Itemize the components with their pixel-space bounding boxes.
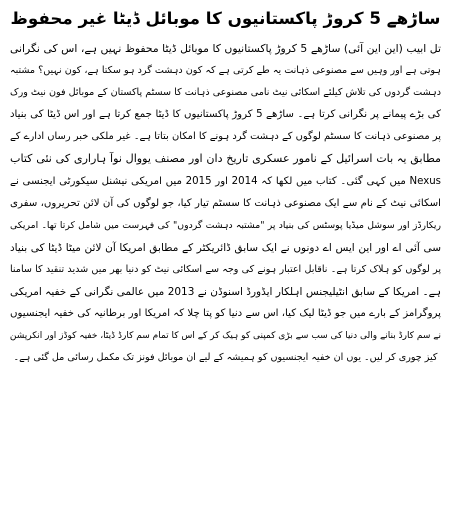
body-line: Nexus میں کہی گئی۔ کتاب میں لکھا کہ 2014 اور 2015 میں امریکی نیشنل سیکورٹی ایجنسی نے xyxy=(10,175,441,187)
body-line: پر لوگوں کو ہلاک کرتا ہے۔ ناقابل اعتبار ہونے کی وجہ سے اسکائی نیٹ کو دنیا بھر میں شدید تنقید کا سامنا xyxy=(10,263,441,275)
body-line: سی آئی اے اور این ایس اے دونوں نے ایک سابق ڈائریکٹر کے مطابق امریکا آن لائن میٹا ڈیٹا کی بنیاد xyxy=(10,241,441,254)
body-line: کیز چوری کر لیں۔ یوں ان خفیہ ایجنسیوں کو ہمیشہ کے لیے ان موبائل فونز تک مکمل رسائی مل گئی ہے۔ xyxy=(13,352,438,364)
body-line: نے سم کارڈ بنانے والی دنیا کی سب سے بڑی کمپنی کو ہیک کر کے اس کا تمام سم کارڈ ڈیٹا، خفیہ کوڈز اور انکرپشن xyxy=(10,331,441,342)
body-line: تل ابیب (این این آئی) ساڑھے 5 کروڑ پاکستانیوں کا موبائل ڈیٹا محفوظ نہیں ہے، اس کی نگرانی xyxy=(10,42,441,55)
article-headline: ساڑھے 5 کروڑ پاکستانیوں کا موبائل ڈیٹا غیر محفوظ xyxy=(10,8,441,28)
body-line: اسکائی نیٹ کے نام سے ایک مصنوعی ذہانت کا سسٹم تیار کیا، جو لوگوں کی آن لائن تحریروں، سفری xyxy=(10,197,441,209)
body-line: ہوتی ہے اور وہیں سے مصنوعی ذہانت یہ طے کرتی ہے کہ کون دہشت گرد ہو سکتا ہے، کون نہیں؟ مشتبہ xyxy=(10,65,441,77)
body-line: مطابق یہ بات اسرائیل کے نامور عسکری تاریخ دان اور مصنف یووال نوآ ہاراری کی نئی کتاب xyxy=(10,152,441,166)
body-line: پروگرامز کے بارے میں جو ڈیٹا لیک کیا، اس سے دنیا کو پتا چلا کہ امریکا اور برطانیہ کی خفیہ ایجنسیوں xyxy=(10,308,441,320)
body-line: دہشت گردوں کی تلاش کیلئے اسکائی نیٹ نامی مصنوعی ذہانت کا سسٹم پاکستان کے موبائل فون نیٹ ورک xyxy=(10,87,441,99)
body-line: ریکارڈز اور سوشل میڈیا پوسٹس کی بنیاد پر "مشتبہ دہشت گردوں" کی فہرست میں شامل کرتا تھا۔ امریکی xyxy=(10,219,441,231)
body-line: کی بڑے پیمانے پر نگرانی کرتا ہے۔ ساڑھے 5 کروڑ پاکستانیوں کا ڈیٹا جمع کرتا ہے اور اس ڈیٹا کی بنیاد xyxy=(10,109,441,121)
body-line: پر مصنوعی ذہانت کا سسٹم لوگوں کے دہشت گرد ہونے کا امکان بتاتا ہے۔ غیر ملکی خبر رساں ادارے کے xyxy=(10,131,441,143)
body-line: ہے۔ امریکا کے سابق انٹیلیجنس اہلکار ایڈورڈ اسنوڈن نے 2013 میں عالمی نگرانی کے خفیہ امریکی xyxy=(10,286,441,299)
article-body xyxy=(10,38,441,369)
